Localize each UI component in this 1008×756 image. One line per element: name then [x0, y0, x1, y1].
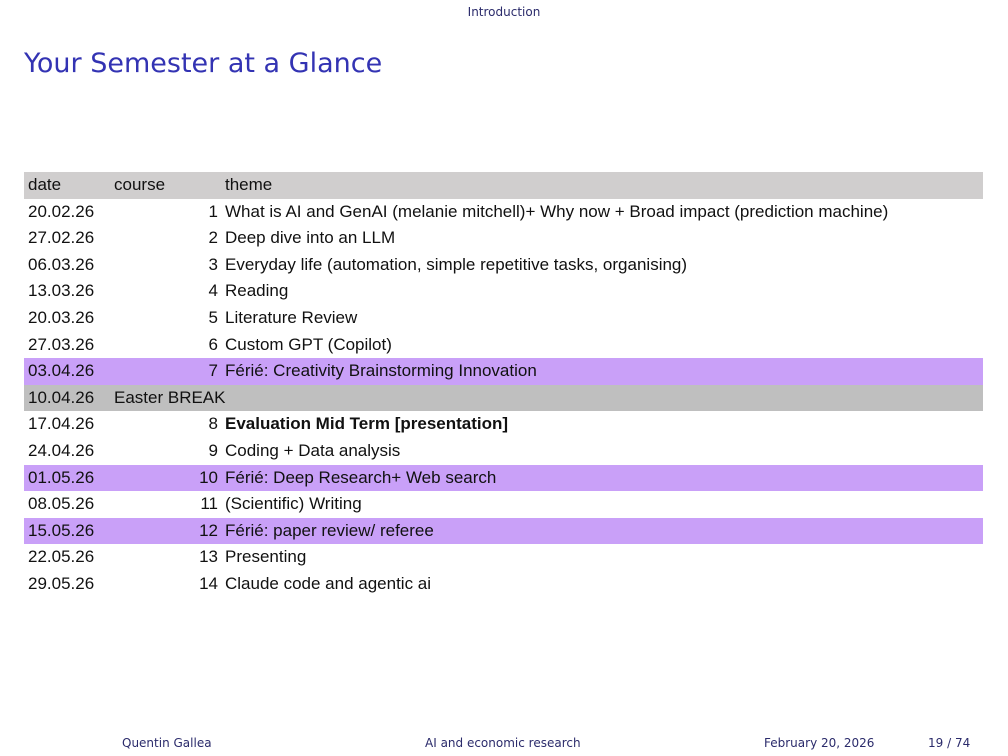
row-date: 03.04.26: [28, 361, 95, 381]
row-course-number: 5: [208, 307, 218, 327]
row-date: 15.05.26: [28, 520, 95, 540]
footer-date: February 20, 2026: [764, 736, 875, 750]
table-row: [24, 438, 983, 465]
row-course-number: 10: [199, 467, 218, 487]
footer-page-number: 19 / 74: [928, 736, 971, 750]
footer-course-title: AI and economic research: [425, 736, 581, 750]
row-date: 27.03.26: [28, 334, 95, 354]
table-row: [24, 411, 983, 438]
table-row: [24, 544, 983, 571]
row-break-label: Easter BREAK: [114, 387, 226, 407]
table-row-holiday: [24, 518, 983, 545]
row-course-number: 12: [199, 520, 218, 540]
table-row: [24, 199, 983, 226]
row-date: 13.03.26: [28, 281, 95, 301]
row-course-number: 1: [208, 201, 218, 221]
row-date: 20.02.26: [28, 201, 95, 221]
row-theme: Everyday life (automation, simple repetitive tasks, organising): [225, 254, 688, 274]
row-theme-evaluation: Evaluation Mid Term [presentation]: [225, 414, 509, 434]
row-date: 27.02.26: [28, 228, 95, 248]
row-theme: Férié: paper review/ referee: [225, 520, 434, 540]
row-theme: Literature Review: [225, 307, 358, 327]
row-course-number: 7: [208, 361, 218, 381]
row-date: 10.04.26: [28, 387, 95, 407]
table-row-holiday: [24, 465, 983, 492]
table-row: [24, 305, 983, 332]
footer: [0, 736, 1008, 754]
row-course-number: 9: [208, 440, 218, 460]
row-theme: Férié: Creativity Brainstorming Innovation: [225, 361, 537, 381]
row-theme: What is AI and GenAI (melanie mitchell)+ Why now + Broad impact (prediction machine): [225, 201, 889, 221]
row-course-number: 6: [208, 334, 218, 354]
row-course-number: 3: [208, 254, 218, 274]
row-course-number: 4: [208, 281, 218, 301]
table-row: [24, 278, 983, 305]
row-course-number: 14: [199, 573, 218, 593]
row-course-number: 13: [199, 547, 218, 567]
row-course-number: 2: [208, 228, 218, 248]
table-row-break: [24, 385, 983, 412]
table-row: [24, 571, 983, 598]
header-theme: theme: [225, 175, 273, 194]
table-row: [24, 332, 983, 359]
table-header-row: [24, 172, 983, 199]
header-course: course: [114, 175, 166, 194]
table-row: [24, 225, 983, 252]
header-date: date: [28, 175, 62, 194]
footer-author: Quentin Gallea: [122, 736, 212, 750]
row-date: 20.03.26: [28, 307, 95, 327]
page-title: Your Semester at a Glance: [24, 48, 383, 79]
row-theme: Reading: [225, 281, 289, 301]
table-row: [24, 491, 983, 518]
table-row-holiday: [24, 358, 983, 385]
row-date: 29.05.26: [28, 573, 95, 593]
row-date: 06.03.26: [28, 254, 95, 274]
row-theme: Férié: Deep Research+ Web search: [225, 467, 497, 487]
row-theme: Claude code and agentic ai: [225, 573, 432, 593]
row-date: 22.05.26: [28, 547, 95, 567]
row-theme: Custom GPT (Copilot): [225, 334, 392, 354]
row-course-number: 8: [208, 414, 218, 434]
row-date: 08.05.26: [28, 494, 95, 514]
row-theme: (Scientific) Writing: [225, 494, 362, 514]
schedule-table: [24, 172, 983, 598]
row-date: 24.04.26: [28, 440, 95, 460]
row-course-number: 11: [200, 494, 218, 514]
row-theme: [223, 385, 983, 412]
table-row: [24, 252, 983, 279]
row-date: 01.05.26: [28, 467, 95, 487]
row-theme: Coding + Data analysis: [225, 440, 401, 460]
section-header: Introduction: [467, 5, 541, 19]
row-theme: Presenting: [225, 547, 307, 567]
row-theme: Deep dive into an LLM: [225, 228, 396, 248]
row-date: 17.04.26: [28, 414, 95, 434]
